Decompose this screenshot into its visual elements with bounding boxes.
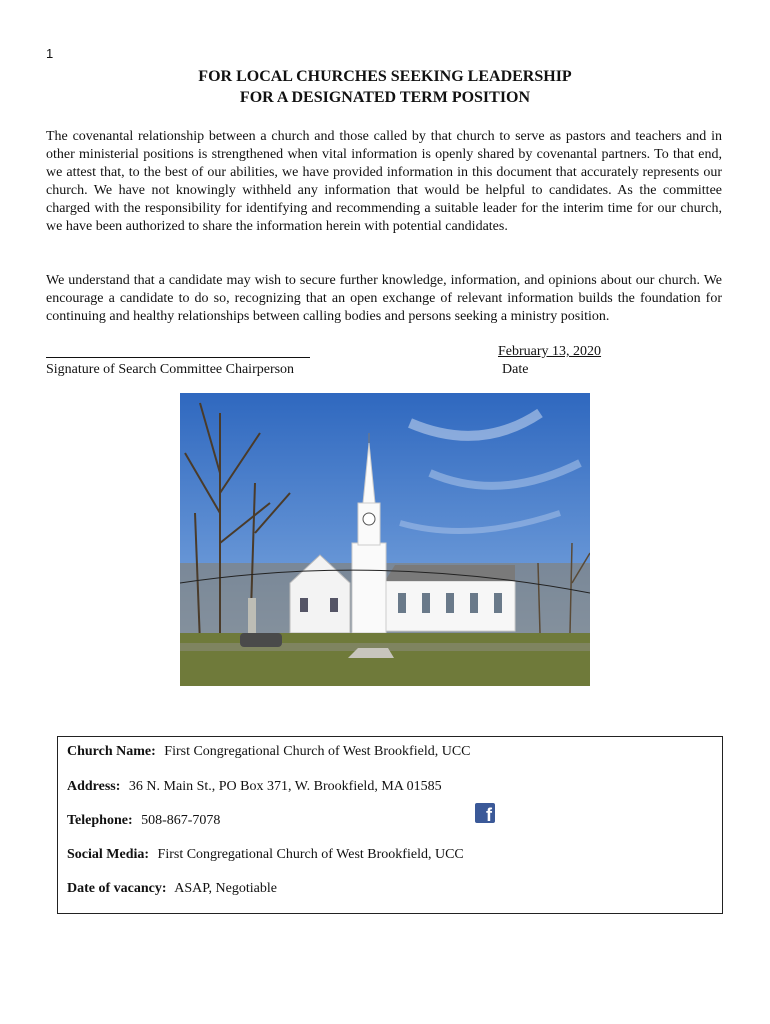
facebook-icon[interactable]: f [475,803,495,823]
vacancy-value: ASAP, Negotiable [174,881,277,896]
page-title [0,66,770,108]
signature-line [46,357,310,358]
intro-paragraph: The covenantal relationship between a church and those called by that church to serve as pastors and teachers and in other ministerial positions is strengthened when vital information is openly shared by covenantal partners. To that end, we attest that, to the best of our abilities, we have provided information in this document that accurately represents our church. We have not knowingly withheld any information that would be helpful to candidates. As the committee charged with the responsibility for identifying and recommending a suitable leader for the interim time for our church, we have been authorized to share the information herein with potential candidates. [46,129,722,234]
signature-label: Signature of Search Committee Chairperson [46,362,295,377]
church-name-label: Church Name: [67,744,156,759]
signature-date: February 13, 2020 [498,344,602,359]
title-line-2: FOR A DESIGNATED TERM POSITION [239,89,531,106]
church-photo [180,393,590,686]
social-media-value: First Congregational Church of West Brookfield, UCC [157,847,464,862]
address-row [67,779,442,795]
church-name-value: First Congregational Church of West Brookfield, UCC [164,744,471,759]
candidate-paragraph: We understand that a candidate may wish to secure further knowledge, information, and opinions about our church. We encourage a candidate to do so, recognizing that an open exchange of relevant information builds the foundation for continuing and healthy relationships between calling bodies and persons seeking a ministry position. [46,273,722,324]
telephone-value: 508-867-7078 [141,813,221,828]
church-info-box [57,736,723,914]
church-name-row [67,744,471,760]
telephone-row [67,813,220,829]
address-label: Address: [67,779,121,794]
social-media-row [67,847,464,863]
address-value: 36 N. Main St., PO Box 371, W. Brookfield, MA 01585 [128,779,442,794]
vacancy-row [67,881,277,897]
social-media-label: Social Media: [67,847,150,862]
title-line-1: FOR LOCAL CHURCHES SEEKING LEADERSHIP [198,68,572,85]
date-label: Date [502,362,529,377]
vacancy-label: Date of vacancy: [67,881,167,896]
telephone-label: Telephone: [67,813,133,828]
page-number: 1 [46,46,54,61]
